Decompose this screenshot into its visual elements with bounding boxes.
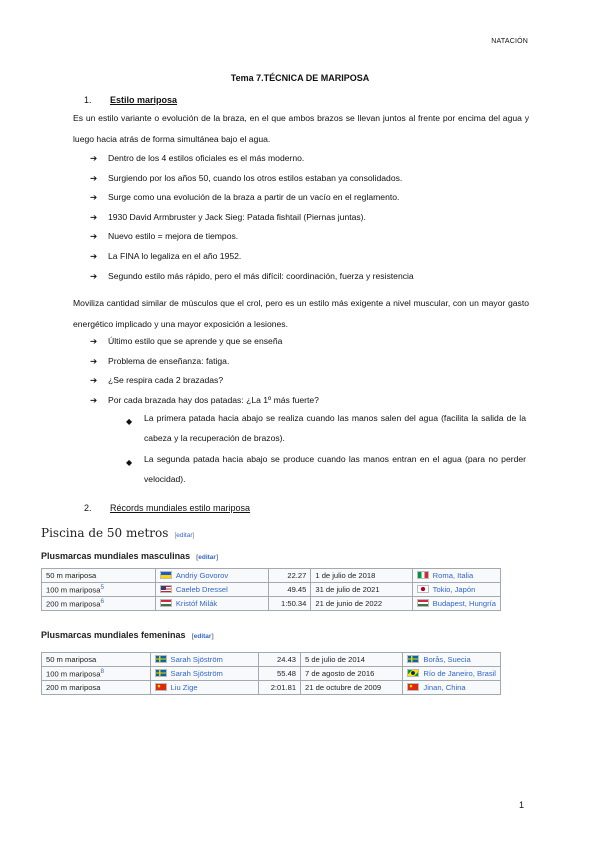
sub-bullet-text: La segunda patada hacia abajo se produce cuando las manos entran en el agua (para no perder velocidad). <box>144 454 526 484</box>
section-label: Récords mundiales estilo mariposa <box>110 503 251 513</box>
country-flag-icon <box>155 669 167 677</box>
country-flag-icon <box>160 571 172 579</box>
bullet-item <box>90 271 414 282</box>
sub-bullet-text: La primera patada hacia abajo se realiza cuando las manos salen del agua (facilita la salida de la cabeza y la recuperación de brazos). <box>144 413 526 443</box>
date-cell: 1 de julio de 2018 <box>311 569 412 583</box>
country-flag-icon <box>407 669 419 677</box>
arrow-bullet-icon: ➔ <box>90 211 98 222</box>
place-cell <box>412 569 500 583</box>
women-records-table <box>41 652 501 695</box>
women-table-caption: Plusmarcas mundiales femeninas [editar] <box>41 630 214 640</box>
swimmer-link[interactable]: Sarah Sjöström <box>170 669 223 678</box>
event-cell: 100 m mariposa$^5$ <box>42 583 156 597</box>
place-link[interactable]: Tokio, Japón <box>432 585 476 594</box>
country-flag-icon <box>417 571 429 579</box>
diamond-bullet-icon: ◆ <box>126 458 133 467</box>
arrow-bullet-icon: ➔ <box>90 172 98 183</box>
date-cell: 5 de julio de 2014 <box>301 653 403 667</box>
event-cell: 200 m mariposa$^6$ <box>42 597 156 611</box>
bullet-item <box>90 231 238 242</box>
country-flag-icon <box>407 655 419 663</box>
place-cell <box>403 653 501 667</box>
place-cell <box>412 597 500 611</box>
section-number: 1. <box>84 95 92 105</box>
bullet-text: Surgiendo por los años 50, cuando los otros estilos estaban ya consolidados. <box>108 172 403 183</box>
edit-link[interactable]: [editar] <box>174 532 195 539</box>
bullet-item <box>90 192 399 203</box>
record-row <box>42 583 501 597</box>
footnote-ref[interactable]: 5 <box>100 584 104 592</box>
event-cell: 50 m mariposa <box>42 653 151 667</box>
bullet-item <box>90 212 366 223</box>
intro-paragraph: Es un estilo variante o evolución de la braza, en el que ambos brazos se llevan juntos al frente por encima del agua y luego hacia atrás de forma simultánea bajo el agua. <box>73 113 529 144</box>
time-cell: 22.27 <box>268 569 311 583</box>
bullet-text: Último estilo que se aprende y que se enseña <box>108 336 283 346</box>
place-link[interactable]: Borås, Suecia <box>423 655 471 664</box>
swimmer-link[interactable]: Liu Zige <box>170 683 198 692</box>
time-cell: 1:50.34 <box>268 597 311 611</box>
bullet-item <box>90 173 402 184</box>
edit-link[interactable]: [editar] <box>196 554 219 561</box>
event-cell: 100 m mariposa$^8$ <box>42 667 151 681</box>
page-number: 1 <box>518 800 524 810</box>
swimmer-cell <box>150 667 259 681</box>
bullet-item <box>90 395 319 406</box>
place-link[interactable]: Budapest, Hungría <box>432 599 496 608</box>
record-row <box>42 569 501 583</box>
arrow-bullet-icon: ➔ <box>90 336 98 346</box>
country-flag-icon <box>407 683 419 691</box>
record-row <box>42 681 501 695</box>
footnote-ref[interactable]: 6 <box>100 598 104 606</box>
bullet-text: 1930 David Armbruster y Jack Sieg: Patada fishtail (Piernas juntas). <box>108 211 366 222</box>
time-cell: 55.48 <box>259 667 301 681</box>
bullet-item <box>90 336 282 347</box>
sub-bullet-item <box>126 449 526 489</box>
swimmer-link[interactable]: Caeleb Dressel <box>175 585 228 594</box>
bullet-item <box>90 356 229 367</box>
country-flag-icon <box>155 655 167 663</box>
bullet-text: Por cada brazada hay dos patadas: ¿La 1º más fuerte? <box>108 395 319 406</box>
swimmer-link[interactable]: Sarah Sjöström <box>170 655 223 664</box>
place-link[interactable]: Jinan, China <box>423 683 466 692</box>
arrow-bullet-icon: ➔ <box>90 375 98 386</box>
swimmer-link[interactable]: Kristóf Milák <box>175 599 218 608</box>
bullet-item <box>90 375 223 386</box>
document-title: Tema 7.TÉCNICA DE MARIPOSA <box>230 73 370 83</box>
sub-bullet-item <box>126 408 526 448</box>
swimmer-cell <box>155 597 268 611</box>
arrow-bullet-icon: ➔ <box>90 355 98 366</box>
section-heading-1 <box>84 95 177 105</box>
swimmer-cell <box>150 681 259 695</box>
bullet-text: ¿Se respira cada 2 brazadas? <box>108 375 224 386</box>
men-table-caption: Plusmarcas mundiales masculinas [editar] <box>41 551 219 561</box>
country-flag-icon <box>417 599 429 607</box>
event-cell: 50 m mariposa <box>42 569 156 583</box>
footnote-ref[interactable]: 8 <box>100 668 104 676</box>
edit-link[interactable]: [editar] <box>191 633 214 640</box>
country-flag-icon <box>155 683 167 691</box>
place-link[interactable]: Río de Janeiro, Brasil <box>423 669 496 678</box>
date-cell: 21 de junio de 2022 <box>311 597 412 611</box>
time-cell: 49.45 <box>268 583 311 597</box>
muscles-paragraph: Moviliza cantidad similar de músculos que el crol, pero es un estilo más exigente a nivel muscular, con un mayor gasto energético implicado y una mayor exposición a lesiones. <box>73 298 529 329</box>
date-cell: 7 de agosto de 2016 <box>301 667 403 681</box>
record-row <box>42 667 501 681</box>
time-cell: 24.43 <box>259 653 301 667</box>
arrow-bullet-icon: ➔ <box>90 192 98 203</box>
date-cell: 21 de octubre de 2009 <box>301 681 403 695</box>
record-row <box>42 597 501 611</box>
country-flag-icon <box>160 599 172 607</box>
time-cell: 2:01.81 <box>259 681 301 695</box>
bullet-text: Segundo estilo más rápido, pero el más difícil: coordinación, fuerza y resistencia <box>108 270 414 281</box>
arrow-bullet-icon: ➔ <box>90 231 98 242</box>
country-flag-icon <box>160 585 172 593</box>
pool-heading-text: Piscina de 50 metros <box>41 526 169 540</box>
bullet-item <box>90 153 304 164</box>
section-number: 2. <box>84 503 92 513</box>
record-row <box>42 653 501 667</box>
place-cell <box>412 583 500 597</box>
section-label: Estilo mariposa <box>110 95 178 105</box>
place-link[interactable]: Roma, Italia <box>432 571 474 580</box>
swimmer-cell <box>155 569 268 583</box>
men-records-table <box>41 568 501 611</box>
arrow-bullet-icon: ➔ <box>90 251 98 261</box>
page-header: NATACIÓN <box>491 38 528 45</box>
bullet-text: Surge como una evolución de la braza a partir de un vacío en el reglamento. <box>108 192 400 203</box>
diamond-bullet-icon: ◆ <box>126 417 133 426</box>
bullet-text: Dentro de los 4 estilos oficiales es el más moderno. <box>108 153 305 163</box>
swimmer-cell <box>150 653 259 667</box>
bullet-text: La FINA lo legaliza en el año 1952. <box>108 251 242 261</box>
swimmer-link[interactable]: Andriy Govorov <box>175 571 229 580</box>
bullet-text: Nuevo estilo = mejora de tiempos. <box>108 231 239 242</box>
section-heading-2 <box>84 503 250 513</box>
arrow-bullet-icon: ➔ <box>90 270 98 281</box>
pool-heading <box>41 526 194 540</box>
bullet-item <box>90 251 241 262</box>
arrow-bullet-icon: ➔ <box>90 153 98 163</box>
bullet-text: Problema de enseñanza: fatiga. <box>108 355 230 366</box>
swimmer-cell <box>155 583 268 597</box>
date-cell: 31 de julio de 2021 <box>311 583 412 597</box>
place-cell <box>403 681 501 695</box>
country-flag-icon <box>417 585 429 593</box>
event-cell: 200 m mariposa <box>42 681 151 695</box>
arrow-bullet-icon: ➔ <box>90 395 98 406</box>
place-cell <box>403 667 501 681</box>
